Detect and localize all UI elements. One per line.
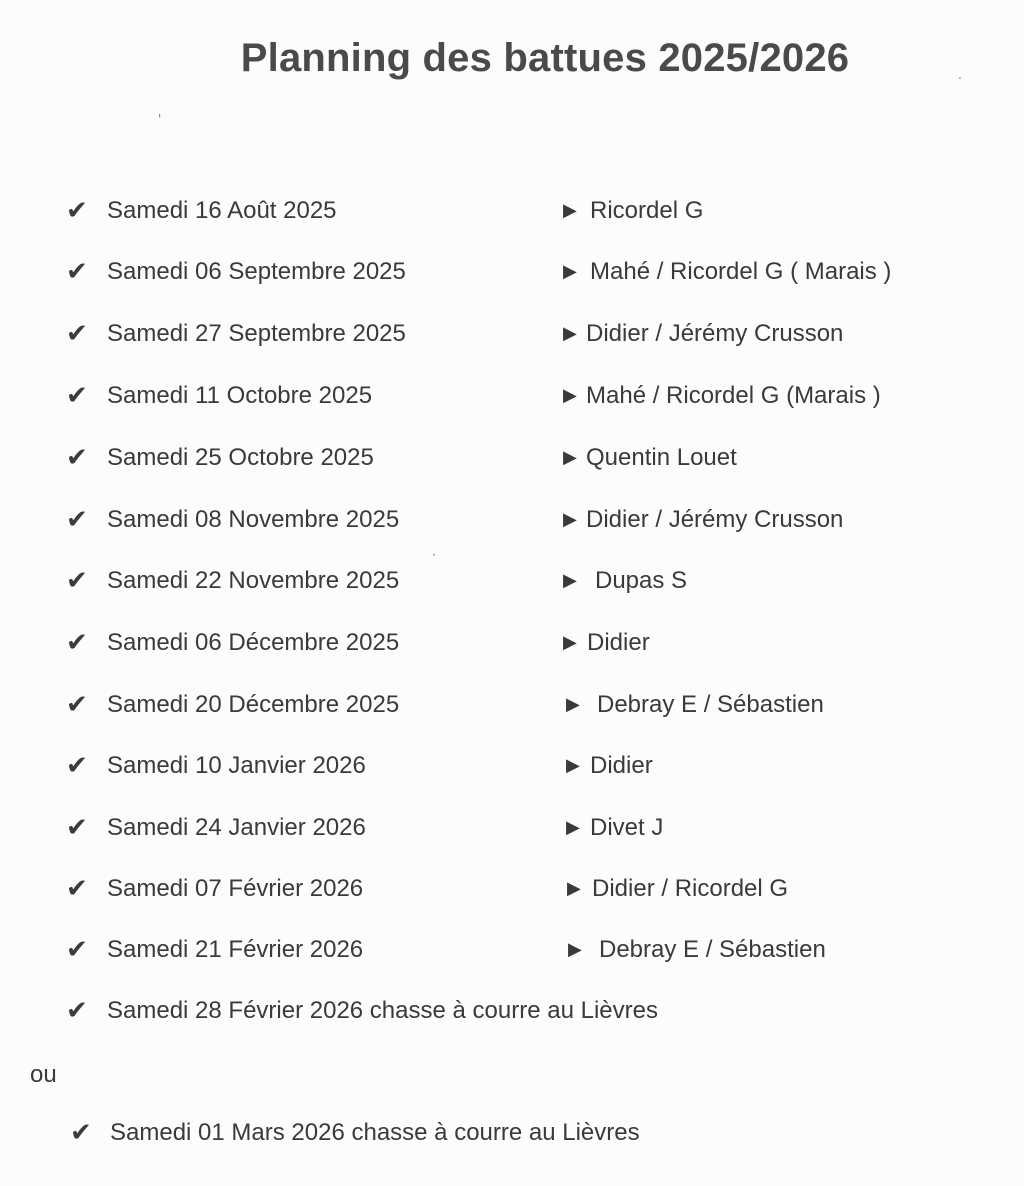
checkmark-icon: ✔: [66, 874, 88, 904]
battue-leader: Didier / Ricordel G: [592, 875, 789, 902]
arrow-icon: ▶: [566, 694, 580, 715]
battue-leader: Mahé / Ricordel G (Marais ): [586, 382, 881, 409]
arrow-icon: ▶: [563, 200, 577, 221]
battue-date: Samedi 28 Février 2026 chasse à courre au Lièvres: [107, 997, 658, 1024]
battue-leader: Didier / Jérémy Crusson: [586, 506, 844, 533]
schedule-row: [0, 746, 1024, 786]
battue-leader: Ricordel G: [590, 197, 704, 224]
schedule-row: [0, 808, 1024, 848]
schedule-row: [0, 438, 1024, 478]
checkmark-icon: ✔: [66, 566, 88, 596]
battue-leader: Debray E / Sébastien: [597, 691, 824, 718]
battue-date: Samedi 08 Novembre 2025: [107, 506, 400, 533]
schedule-row: [0, 685, 1024, 725]
arrow-icon: ▶: [566, 817, 580, 838]
schedule-row: [0, 1113, 1024, 1153]
arrow-icon: ▶: [567, 878, 581, 899]
battue-date: Samedi 07 Février 2026: [107, 875, 364, 902]
battue-date: Samedi 01 Mars 2026 chasse à courre au Lièvres: [110, 1119, 640, 1146]
checkmark-icon: ✔: [66, 628, 88, 658]
schedule-row: [0, 991, 1024, 1031]
checkmark-icon: ✔: [66, 257, 88, 287]
battue-leader: Didier: [590, 752, 653, 779]
battue-date: Samedi 22 Novembre 2025: [107, 567, 400, 594]
scan-speck: ·: [432, 548, 436, 562]
arrow-icon: ▶: [566, 755, 580, 776]
checkmark-icon: ✔: [66, 443, 88, 473]
arrow-icon: ▶: [563, 570, 577, 591]
checkmark-icon: ✔: [66, 505, 88, 535]
schedule-row: [0, 376, 1024, 416]
arrow-icon: ▶: [563, 323, 577, 344]
battue-date: Samedi 25 Octobre 2025: [107, 444, 374, 471]
battue-date: Samedi 10 Janvier 2026: [107, 752, 366, 779]
arrow-icon: ▶: [563, 261, 577, 282]
battue-leader: Didier / Jérémy Crusson: [586, 320, 844, 347]
battue-date: Samedi 06 Décembre 2025: [107, 629, 400, 656]
battue-date: Samedi 11 Octobre 2025: [107, 382, 373, 409]
checkmark-icon: ✔: [66, 996, 88, 1026]
schedule-row: [0, 191, 1024, 231]
battue-leader: Dupas S: [595, 567, 688, 594]
checkmark-icon: ✔: [66, 196, 88, 226]
schedule-row: [0, 500, 1024, 540]
page-title: Planning des battues 2025/2026: [240, 36, 850, 80]
checkmark-icon: ✔: [66, 381, 88, 411]
arrow-icon: ▶: [563, 385, 577, 406]
scan-speck: ': [158, 112, 162, 126]
battue-leader: Mahé / Ricordel G ( Marais ): [590, 258, 892, 285]
battue-date: Samedi 24 Janvier 2026: [107, 814, 366, 841]
checkmark-icon: ✔: [66, 690, 88, 720]
arrow-icon: ▶: [563, 509, 577, 530]
alternative-separator: ou: [30, 1061, 57, 1088]
battue-leader: Debray E / Sébastien: [599, 936, 826, 963]
battue-leader: Divet J: [590, 814, 664, 841]
battue-date: Samedi 21 Février 2026: [107, 936, 364, 963]
schedule-row: [0, 561, 1024, 601]
checkmark-icon: ✔: [66, 319, 88, 349]
schedule-row: [0, 869, 1024, 909]
arrow-icon: ▶: [563, 447, 577, 468]
checkmark-icon: ✔: [66, 935, 88, 965]
schedule-row: [0, 623, 1024, 663]
battue-date: Samedi 06 Septembre 2025: [107, 258, 406, 285]
battue-leader: Quentin Louet: [586, 444, 737, 471]
checkmark-icon: ✔: [66, 751, 88, 781]
checkmark-icon: ✔: [66, 813, 88, 843]
battue-leader: Didier: [587, 629, 650, 656]
battue-date: Samedi 20 Décembre 2025: [107, 691, 400, 718]
battue-date: Samedi 16 Août 2025: [107, 197, 337, 224]
checkmark-icon: ✔: [70, 1118, 92, 1148]
schedule-row: [0, 252, 1024, 292]
schedule-row: [0, 314, 1024, 354]
scan-speck: .: [958, 68, 962, 82]
arrow-icon: ▶: [563, 632, 577, 653]
arrow-icon: ▶: [568, 939, 582, 960]
schedule-row: [0, 930, 1024, 970]
battue-date: Samedi 27 Septembre 2025: [107, 320, 406, 347]
